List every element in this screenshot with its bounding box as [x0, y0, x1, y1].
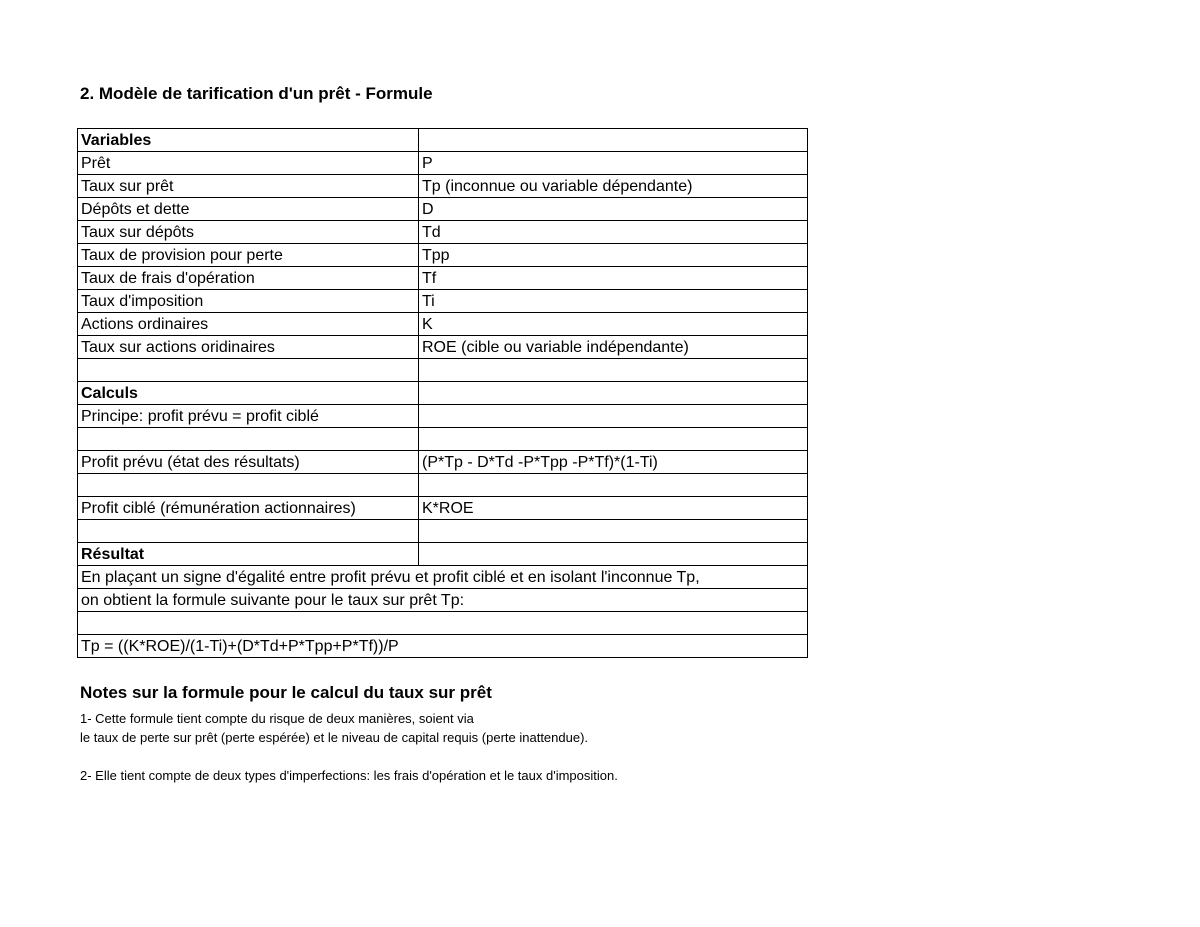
table-row: [78, 359, 808, 382]
cell-variable[interactable]: [78, 520, 419, 543]
table-row: [78, 428, 808, 451]
cell-variable[interactable]: Calculs: [78, 382, 419, 405]
table-row: [78, 175, 808, 198]
table-row: [78, 313, 808, 336]
table-row: [78, 474, 808, 497]
table-row: [78, 382, 808, 405]
notes-title: Notes sur la formule pour le calcul du taux sur prêt: [80, 683, 492, 702]
cell-variable[interactable]: Taux d'imposition: [78, 290, 419, 313]
cell-value[interactable]: [419, 543, 808, 566]
note-line-1: 1- Cette formule tient compte du risque de deux manières, soient via: [80, 711, 474, 726]
note-line-2: le taux de perte sur prêt (perte espérée) et le niveau de capital requis (perte inattendue).: [80, 730, 589, 745]
cell-merged[interactable]: on obtient la formule suivante pour le taux sur prêt Tp:: [78, 589, 808, 612]
table-row: [78, 336, 808, 359]
cell-variable[interactable]: Taux sur actions oridinaires: [78, 336, 419, 359]
cell-variable[interactable]: Taux de provision pour perte: [78, 244, 419, 267]
table-row: [78, 290, 808, 313]
cell-value[interactable]: P: [419, 152, 808, 175]
loan-pricing-table: [77, 128, 808, 658]
cell-variable[interactable]: [78, 359, 419, 382]
cell-value[interactable]: D: [419, 198, 808, 221]
cell-variable[interactable]: Profit ciblé (rémunération actionnaires): [78, 497, 419, 520]
table-row: [78, 267, 808, 290]
notes-section: [80, 683, 840, 785]
cell-value[interactable]: [419, 359, 808, 382]
cell-value[interactable]: Tp (inconnue ou variable dépendante): [419, 175, 808, 198]
cell-variable[interactable]: Profit prévu (état des résultats): [78, 451, 419, 474]
cell-variable[interactable]: [78, 474, 419, 497]
table-row: [78, 520, 808, 543]
note-spacer: [80, 747, 840, 766]
cell-value[interactable]: [419, 405, 808, 428]
cell-value[interactable]: [419, 474, 808, 497]
cell-variable[interactable]: Principe: profit prévu = profit ciblé: [78, 405, 419, 428]
cell-value[interactable]: (P*Tp - D*Td -P*Tpp -P*Tf)*(1-Ti): [419, 451, 808, 474]
table-row: [78, 129, 808, 152]
cell-variable[interactable]: Variables: [78, 129, 419, 152]
cell-variable[interactable]: Actions ordinaires: [78, 313, 419, 336]
cell-value[interactable]: [419, 428, 808, 451]
table-row-merged: [78, 566, 808, 589]
cell-variable[interactable]: Taux sur dépôts: [78, 221, 419, 244]
cell-merged[interactable]: [78, 612, 808, 635]
table-row: [78, 451, 808, 474]
cell-value[interactable]: [419, 520, 808, 543]
cell-value[interactable]: Td: [419, 221, 808, 244]
cell-merged[interactable]: Tp = ((K*ROE)/(1-Ti)+(D*Td+P*Tpp+P*Tf))/P: [78, 635, 808, 658]
table-row: [78, 221, 808, 244]
table-row-merged: [78, 635, 808, 658]
cell-variable[interactable]: Résultat: [78, 543, 419, 566]
table-body: [78, 129, 808, 658]
note-line-3: 2- Elle tient compte de deux types d'imperfections: les frais d'opération et le taux d'imposition.: [80, 768, 618, 783]
cell-variable[interactable]: Taux sur prêt: [78, 175, 419, 198]
cell-value[interactable]: K*ROE: [419, 497, 808, 520]
table-row-merged: [78, 612, 808, 635]
page-title: 2. Modèle de tarification d'un prêt - Formule: [80, 84, 433, 103]
table-row: [78, 244, 808, 267]
cell-variable[interactable]: Taux de frais d'opération: [78, 267, 419, 290]
cell-variable[interactable]: Prêt: [78, 152, 419, 175]
cell-value[interactable]: K: [419, 313, 808, 336]
cell-value[interactable]: [419, 382, 808, 405]
table-row: [78, 543, 808, 566]
table-row-merged: [78, 589, 808, 612]
cell-variable[interactable]: Dépôts et dette: [78, 198, 419, 221]
cell-variable[interactable]: [78, 428, 419, 451]
table-row: [78, 405, 808, 428]
table-row: [78, 152, 808, 175]
cell-value[interactable]: Tf: [419, 267, 808, 290]
cell-merged[interactable]: En plaçant un signe d'égalité entre profit prévu et profit ciblé et en isolant l'inconnue Tp,: [78, 566, 808, 589]
cell-value[interactable]: ROE (cible ou variable indépendante): [419, 336, 808, 359]
cell-value[interactable]: Ti: [419, 290, 808, 313]
table-row: [78, 497, 808, 520]
cell-value[interactable]: [419, 129, 808, 152]
table-row: [78, 198, 808, 221]
cell-value[interactable]: Tpp: [419, 244, 808, 267]
